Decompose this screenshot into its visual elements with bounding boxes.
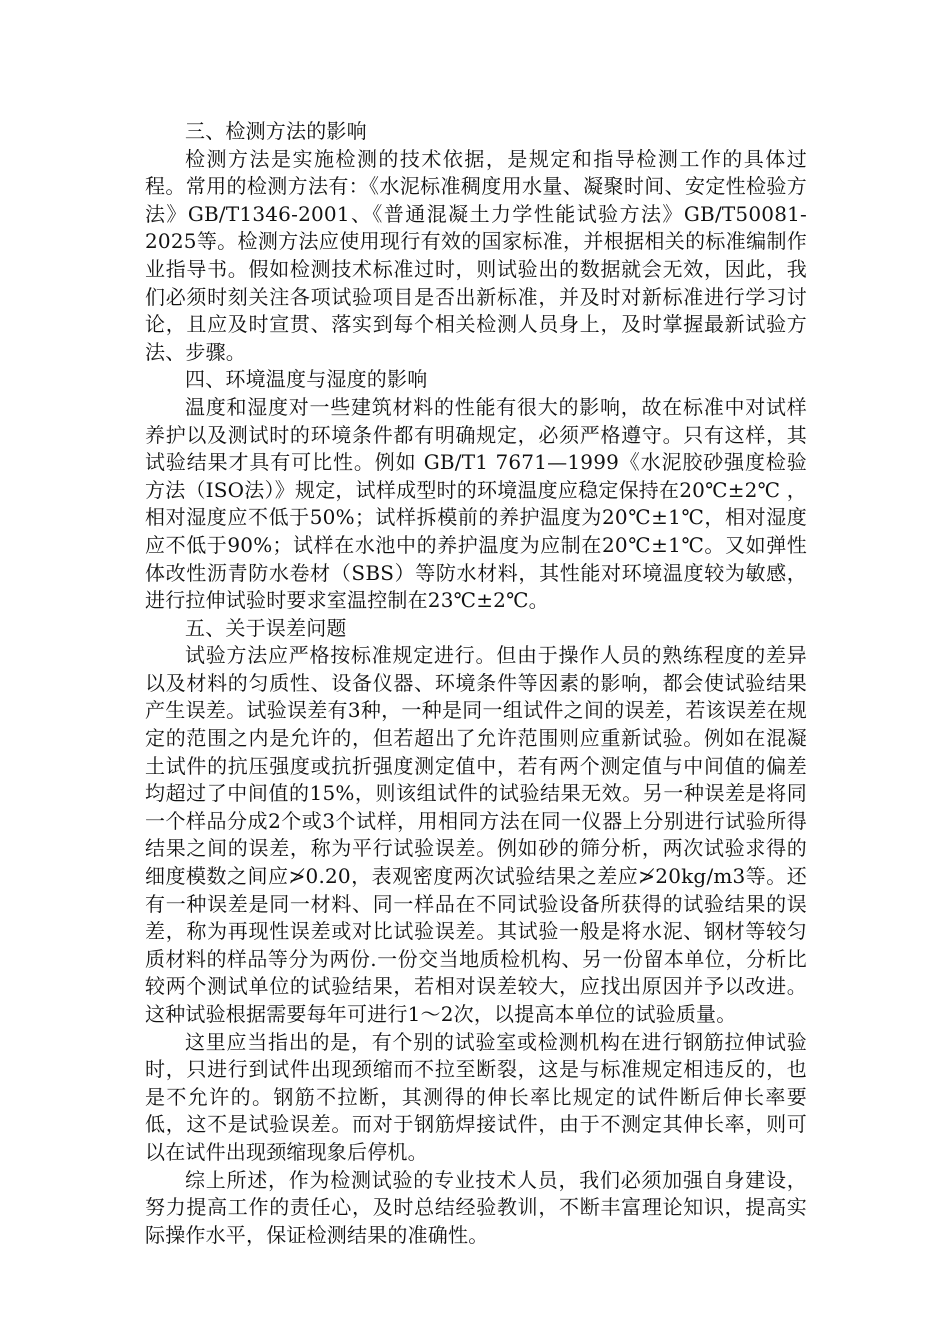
paragraph-error-types: 试验方法应严格按标准规定进行。但由于操作人员的熟练程度的差异以及材料的匀质性、设备仪器、环境条件等因素的影响，都会使试验结果产生误差。试验误差有3种，一种是同一组试件之间的误差，若该误差在规定的范围之内是允许的，但若超出了允许范围则应重新试验。例如在混凝土试件的抗压强度或抗折强度测定值中，若有两个测定值与中间值的偏差均超过了中间值的15%，则该组试件的试验结果无效。另一种误差是将同一个样品分成2个或3个试样，用相同方法在同一仪器上分别进行试验所得结果之间的误差，称为平行试验误差。例如砂的筛分析，两次试验求得的细度模数之间应≯0.20，表观密度两次试验结果之差应≯20kg/m3等。还有一种误差是同一材料、同一样品在不同试验设备所获得的试验结果的误差，称为再现性误差或对比试验误差。其试验一般是将水泥、钢材等较匀质材料的样品等分为两份.一份交当地质检机构、另一份留本单位，分析比较两个测试单位的试验结果，若相对误差较大，应找出原因并予以改进。这种试验根据需要每年可进行1～2次，以提高本单位的试验质量。 bbox=[145, 643, 807, 1026]
section-heading-temperature-humidity: 四、环境温度与湿度的影响 bbox=[185, 367, 428, 392]
section-heading-error: 五、关于误差问题 bbox=[185, 615, 347, 640]
paragraph-testing-method: 检测方法是实施检测的技术依据，是规定和指导检测工作的具体过程。常用的检测方法有：《水泥标准稠度用水量、凝聚时间、安定性检验方法》GB/T1346-2001、《普通混凝土力学性能试验方法》GB/T50081-2025等。检测方法应使用现行有效的国家标准，并根据相关的标准编制作业指导书。假如检测技术标准过时，则试验出的数据就会无效，因此，我们必须时刻关注各项试验项目是否出新标准，并及时对新标准进行学习讨论，且应及时宣贯、落实到每个相关检测人员身上，及时掌握最新试验方法、步骤。 bbox=[145, 146, 807, 364]
paragraph-temperature-humidity: 温度和湿度对一些建筑材料的性能有很大的影响，故在标准中对试样养护以及测试时的环境条件都有明确规定，必须严格遵守。只有这样，其试验结果才具有可比性。例如 GB/T1 7671—1999《水泥胶砂强度检验方法（ISO法）》规定，试样成型时的环境温度应稳定保持在20℃±2℃ ，相对湿度应不低于50%；试样拆模前的养护温度为20℃±1℃，相对湿度应不低于90%；试样在水池中的养护温度为应制在20℃±1℃。又如弹性体改性沥青防水卷材（SBS）等防水材料，其性能对环境温度较为敏感，进行拉伸试验时要求室温控制在23℃±2℃。 bbox=[145, 394, 807, 613]
paragraph-rebar-tensile: 这里应当指出的是，有个别的试验室或检测机构在进行钢筋拉伸试验时，只进行到试件出现颈缩而不拉至断裂，这是与标准规定相违反的，也是不允许的。钢筋不拉断，其测得的伸长率比规定的试件断后伸长率要低，这不是试验误差。而对于钢筋焊接试件，由于不测定其伸长率，则可以在试件出现颈缩现象后停机。 bbox=[145, 1029, 807, 1164]
paragraph-conclusion: 综上所述，作为检测试验的专业技术人员，我们必须加强自身建设，努力提高工作的责任心，及时总结经验教训，不断丰富理论知识，提高实际操作水平，保证检测结果的准确性。 bbox=[145, 1167, 807, 1247]
document-page bbox=[145, 118, 807, 1249]
section-heading-testing-method: 三、检测方法的影响 bbox=[185, 119, 367, 143]
